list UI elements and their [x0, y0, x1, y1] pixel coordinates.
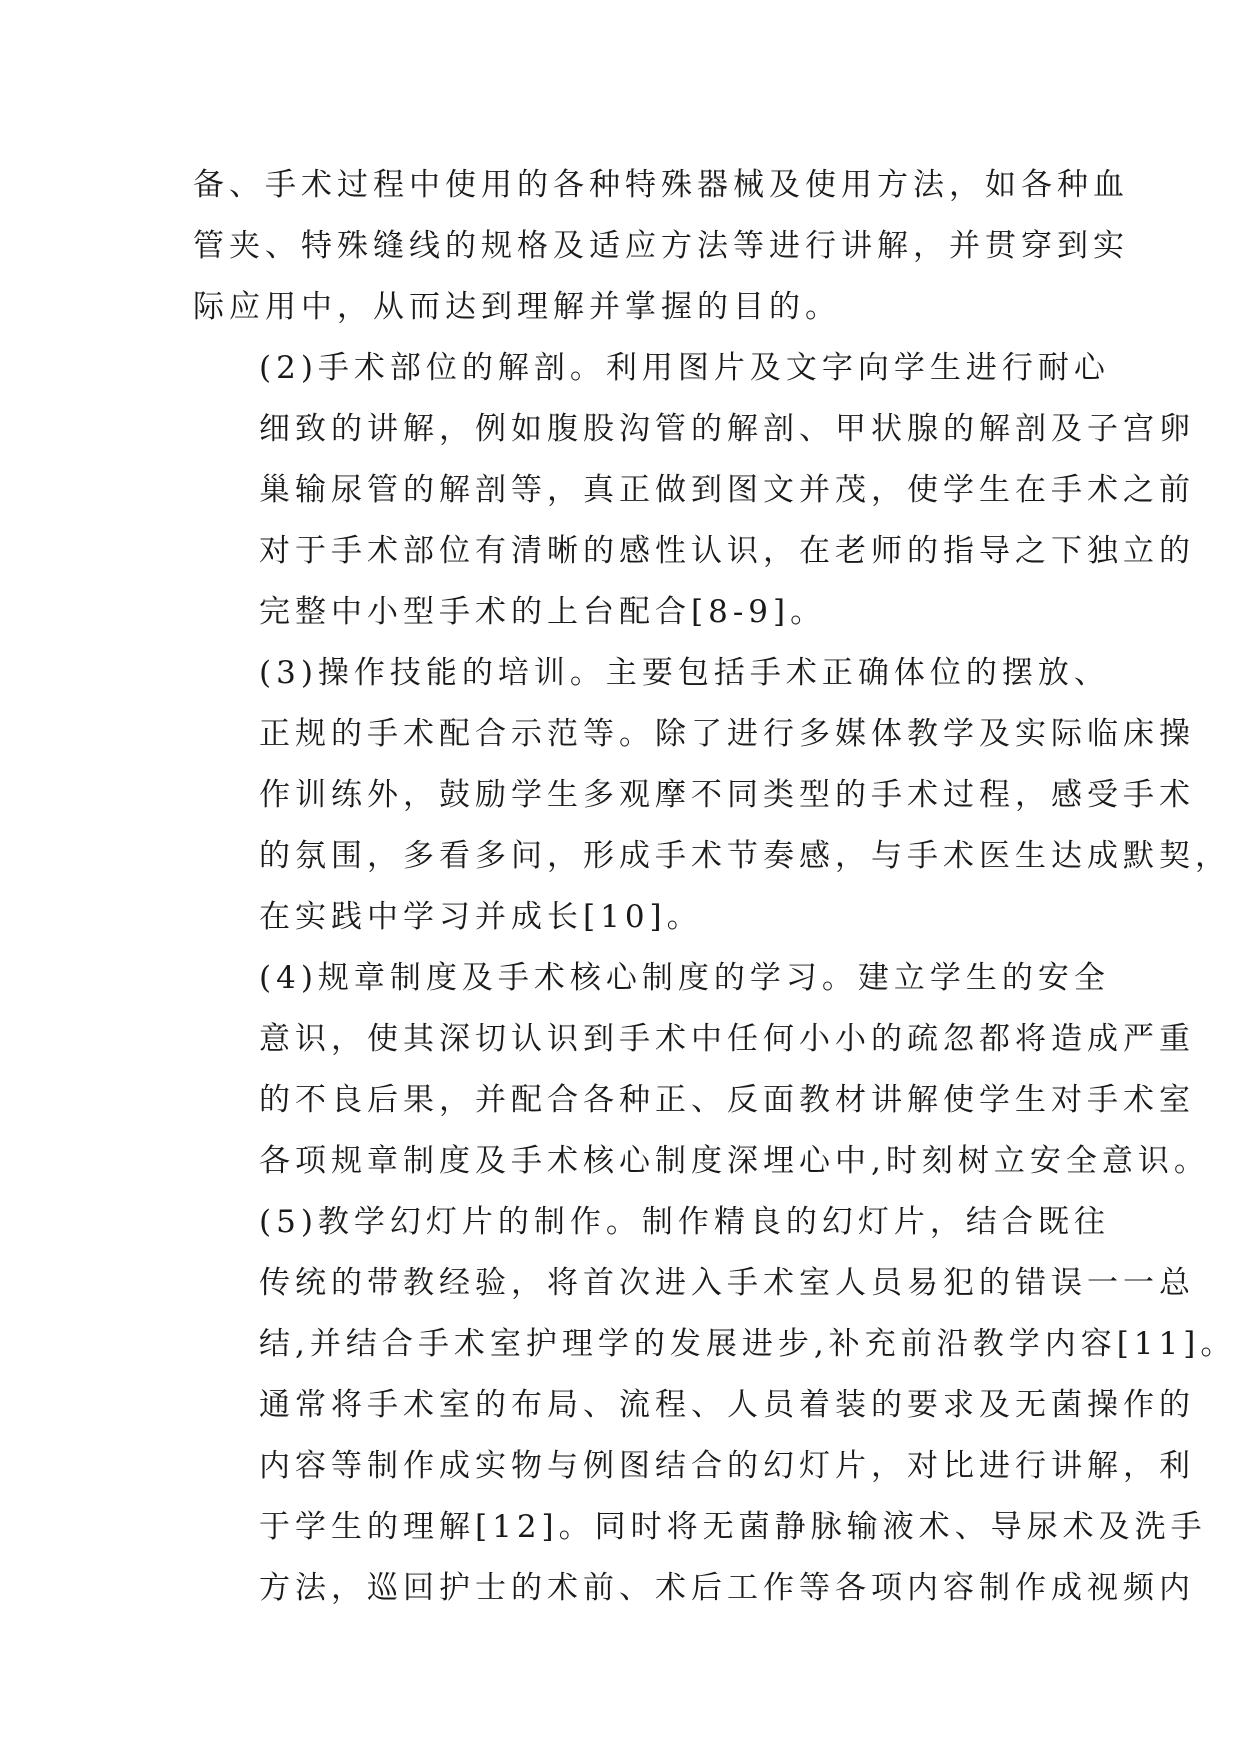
- text-line: (2)手术部位的解剖。利用图片及文字向学生进行耐心: [259, 350, 1110, 386]
- paragraph-rules-learning: [193, 948, 1210, 1192]
- text-line: 正规的手术配合示范等。除了进行多媒体教学及实际临床操: [259, 716, 1195, 752]
- text-line: 际应用中，从而达到理解并掌握的目的。: [193, 289, 841, 325]
- paragraph-skills-training: [193, 643, 1231, 948]
- text-body: [193, 155, 1237, 1619]
- text-line: 意识，使其深切认识到手术中任何小小的疏忽都将造成严重: [259, 1021, 1195, 1057]
- text-line: 管夹、特殊缝线的规格及适应方法等进行讲解，并贯穿到实: [193, 228, 1129, 264]
- text-line: 备、手术过程中使用的各种特殊器械及使用方法，如各种血: [193, 167, 1129, 203]
- paragraph-slides-production: [193, 1192, 1237, 1619]
- text-line: 通常将手术室的布局、流程、人员着装的要求及无菌操作的: [259, 1387, 1195, 1423]
- text-line: (3)操作技能的培训。主要包括手术正确体位的摆放、: [259, 655, 1110, 691]
- text-line: (4)规章制度及手术核心制度的学习。建立学生的安全: [259, 960, 1110, 996]
- text-line: 对于手术部位有清晰的感性认识，在老师的指导之下独立的: [259, 533, 1195, 569]
- text-line: 传统的带教经验，将首次进入手术室人员易犯的错误一一总: [259, 1265, 1195, 1301]
- text-line: 内容等制作成实物与例图结合的幻灯片，对比进行讲解，利: [259, 1448, 1195, 1484]
- text-line: 方法，巡回护士的术前、术后工作等各项内容制作成视频内: [259, 1570, 1195, 1606]
- paragraph-equipment-continuation: [193, 155, 1129, 338]
- text-line: 完整中小型手术的上台配合[8-9]。: [259, 594, 827, 630]
- text-line: 的氛围，多看多问，形成手术节奏感，与手术医生达成默契，: [259, 838, 1231, 874]
- text-line: 巢输尿管的解剖等，真正做到图文并茂，使学生在手术之前: [259, 472, 1195, 508]
- text-line: 于学生的理解[12]。同时将无菌静脉输液术、导尿术及洗手: [259, 1509, 1207, 1545]
- text-line: 的不良后果，并配合各种正、反面教材讲解使学生对手术室: [259, 1082, 1195, 1118]
- text-line: 结,并结合手术室护理学的发展进步,补充前沿教学内容[11]。: [259, 1326, 1237, 1362]
- text-line: 各项规章制度及手术核心制度深埋心中,时刻树立安全意识。: [259, 1143, 1210, 1179]
- text-line: (5)教学幻灯片的制作。制作精良的幻灯片，结合既往: [259, 1204, 1110, 1240]
- text-line: 在实践中学习并成长[10]。: [259, 899, 703, 935]
- text-line: 细致的讲解，例如腹股沟管的解剖、甲状腺的解剖及子宫卵: [259, 411, 1195, 447]
- text-line: 作训练外，鼓励学生多观摩不同类型的手术过程，感受手术: [259, 777, 1195, 813]
- paragraph-surgical-anatomy: [193, 338, 1195, 643]
